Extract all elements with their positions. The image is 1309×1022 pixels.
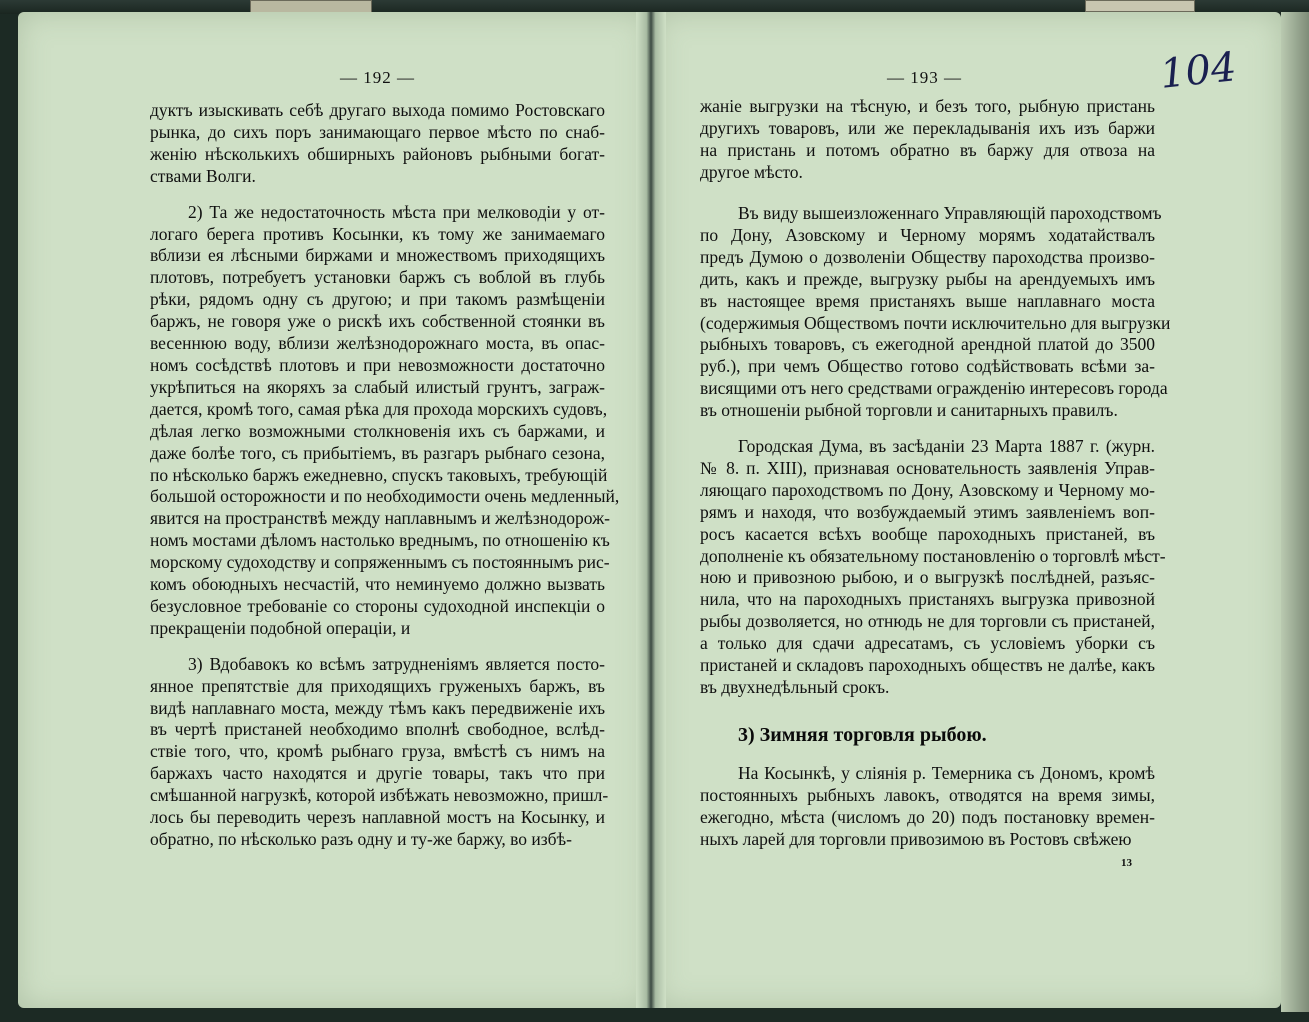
paragraph-gap <box>150 640 605 654</box>
text-line: дѣлая легко возможными столкновенія ихъ съ баржами, и <box>150 420 605 441</box>
signature-mark: 13 <box>1121 857 1132 869</box>
text-line: ежегодно, мѣста (числомъ до 20) подъ постановку времен- <box>700 806 1155 827</box>
book-gutter <box>636 12 666 1008</box>
text-line: по нѣсколько баржъ ежедневно, спускъ таковыхъ, требующій <box>150 464 608 485</box>
text-line: пристаней и складовъ пароходныхъ обществъ не далѣе, какъ <box>700 655 1155 676</box>
page-edges <box>1281 12 1309 1012</box>
text-line: рѣки, рядомъ одну съ другою; и при такомъ размѣщеніи <box>150 289 605 310</box>
right-page-paragraph-2 <box>700 203 1171 422</box>
text-line: обратно, по нѣсколько разъ одну и ту-же баржу, во избѣ- <box>150 829 572 849</box>
text-line: въ чертѣ пристаней необходимо вполнѣ свободное, вслѣд- <box>150 719 605 740</box>
text-line: по Дону, Азовскому и Черному морямъ ходатайствалъ <box>700 224 1155 245</box>
text-line: видѣ наплавнаго моста, между тѣмъ какъ передвиженіе ихъ <box>150 697 605 718</box>
text-line: дить, какъ и прежде, выгрузку рыбы на арендуемыхъ имъ <box>700 268 1155 289</box>
left-page-number: — 192 — <box>340 68 415 87</box>
text-line: комъ обоюдныхъ несчастій, что неминуемо должно вызвать <box>150 574 605 595</box>
text-line: № 8. п. XIII), признавая основательность заявленія Управ- <box>700 457 1155 478</box>
paragraph-gap <box>150 188 605 202</box>
text-line: лось бы переводить черезъ наплавной мостъ на Косынку, и <box>150 807 605 828</box>
text-line: Городская Дума, въ засѣданіи 23 Марта 1887 г. (журн. <box>738 436 1155 456</box>
text-line: 2) Та же недостаточность мѣста при мелководіи у от- <box>188 201 605 222</box>
text-line: плотовъ, потребуетъ установки баржъ съ воблой въ глубь <box>150 267 605 288</box>
text-line: дается, кромѣ того, самая рѣка для прохода морскихъ судовъ, <box>150 398 608 419</box>
text-line: въ двухнедѣльный срокъ. <box>700 676 890 697</box>
text-line: на пристань и потомъ обратно въ баржу для отвоза на <box>700 139 1155 160</box>
text-line: вблизи ея лѣсными биржами и множествомъ приходящихъ <box>150 245 605 266</box>
text-line: явится на пространствѣ между наплавнымъ и желѣзнодорож- <box>150 508 610 529</box>
text-line: большой осторожности и по необходимости очень медленный, <box>150 486 620 507</box>
text-line: номъ мостами дѣломъ настолько вреднымъ, по отношенію къ <box>150 530 610 551</box>
handwritten-folio-number: 104 <box>1157 44 1239 98</box>
text-line: женію нѣсколькихъ обширныхъ районовъ рыбными богат- <box>150 143 605 164</box>
archive-tab-right <box>1085 0 1195 12</box>
text-line: нила, что на пароходныхъ пристаняхъ выгрузка привозной <box>700 589 1155 610</box>
text-line: предъ Думою о дозволеніи Обществу пароходства произво- <box>700 246 1155 267</box>
text-line: жаніе выгрузки на тѣсную, и безъ того, рыбную пристань <box>700 96 1155 116</box>
text-line: 3) Вдобавокъ ко всѣмъ затрудненіямъ является посто- <box>188 653 605 674</box>
text-line: въ отношеніи рыбной торговли и санитарныхъ правилъ. <box>700 400 1118 421</box>
right-page-number: — 193 — <box>887 68 962 87</box>
text-line: янное препятствіе для приходящихъ груженыхъ баржъ, въ <box>150 675 605 696</box>
left-page-body <box>150 100 620 851</box>
text-line: рыбныхъ товаровъ, съ ежегодной арендной платой до 3500 <box>700 334 1155 355</box>
text-line: ляющаго пароходствомъ по Дону, Азовскому и Черному мо- <box>700 479 1155 500</box>
text-line: баржахъ часто находятся и другіе товары, такъ что при <box>150 763 605 784</box>
text-line: ною и привозною рыбою, и о выгрузкѣ послѣдней, разъяс- <box>700 567 1155 588</box>
text-line: Въ виду вышеизложеннаго Управляющій пароходствомъ <box>738 203 1162 223</box>
text-line: рынка, до сихъ поръ занимающаго первое мѣсто по снаб- <box>150 121 605 142</box>
text-line: ствами Волги. <box>150 165 256 186</box>
text-line: дополненіе къ обязательному постановленію о торговлѣ мѣст- <box>700 545 1166 566</box>
text-line: ствіе того, что, кромѣ рыбнаго груза, вмѣстѣ съ нимъ на <box>150 741 605 762</box>
text-line: весеннюю воду, вблизи желѣзнодорожнаго моста, въ опас- <box>150 333 605 354</box>
text-line: а только для сдачи адресатамъ, съ условіемъ уборки съ <box>700 633 1155 654</box>
text-line: рыбы дозволяется, но отнюдь не для торговли съ пристаней, <box>700 611 1155 632</box>
text-line: другихъ товаровъ, или же перекладыванія ихъ изъ баржи <box>700 117 1155 138</box>
text-line: висящими отъ него средствами огражденію интересовъ города <box>700 378 1168 399</box>
text-line: баржъ, не говоря уже о рискѣ ихъ собственной стоянки въ <box>150 311 605 332</box>
right-page-paragraph-1 <box>700 96 1155 184</box>
section-heading: 3) Зимняя торговля рыбою. <box>738 724 987 746</box>
text-line: морскому судоходству и сопряженнымъ съ постояннымъ рис- <box>150 552 610 573</box>
text-line: укрѣпиться на якоряхъ за слабый илистый грунтъ, заграж- <box>150 376 605 397</box>
right-page-paragraph-4 <box>700 763 1155 851</box>
text-line: (содержимыя Обществомъ почти исключительно для выгрузки <box>700 312 1171 333</box>
text-line: даже болѣе того, съ прибытіемъ, въ разгаръ рыбнаго сезона, <box>150 442 605 463</box>
text-line: На Косынкѣ, у слiянія р. Темерника съ Дономъ, кромѣ <box>738 763 1155 783</box>
text-line: ныхъ ларей для торговли привозимою въ Ростовъ свѣжею <box>700 828 1132 849</box>
text-line: прекращеніи подобной операціи, и <box>150 617 411 638</box>
text-line: логаго берега противъ Косынки, къ тому же занимаемаго <box>150 223 605 244</box>
text-line: безусловное требованіе со стороны судоходной инспекціи о <box>150 595 605 616</box>
text-line: въ настоящее время пристаняхъ выше наплавнаго моста <box>700 290 1155 311</box>
text-line: рямъ и находя, что возбуждаемый этимъ заявленіемъ воп- <box>700 501 1155 522</box>
text-line: руб.), при чемъ Общество готово содѣйствовать всѣми за- <box>700 356 1155 377</box>
right-page-paragraph-3 <box>700 436 1166 699</box>
text-line: росъ касается всѣхъ вообще пароходныхъ пристаней, въ <box>700 523 1155 544</box>
text-line: постоянныхъ рыбныхъ лавокъ, отводятся на время зимы, <box>700 784 1155 805</box>
text-line: дуктъ изыскивать себѣ другаго выхода помимо Ростовскаго <box>150 100 605 120</box>
text-line: номъ сосѣдствѣ плотовъ и при невозможности достаточно <box>150 354 605 375</box>
text-line: смѣшанной нагрузкѣ, которой избѣжать невозможно, пришл- <box>150 785 609 806</box>
text-line: другое мѣсто. <box>700 161 803 182</box>
